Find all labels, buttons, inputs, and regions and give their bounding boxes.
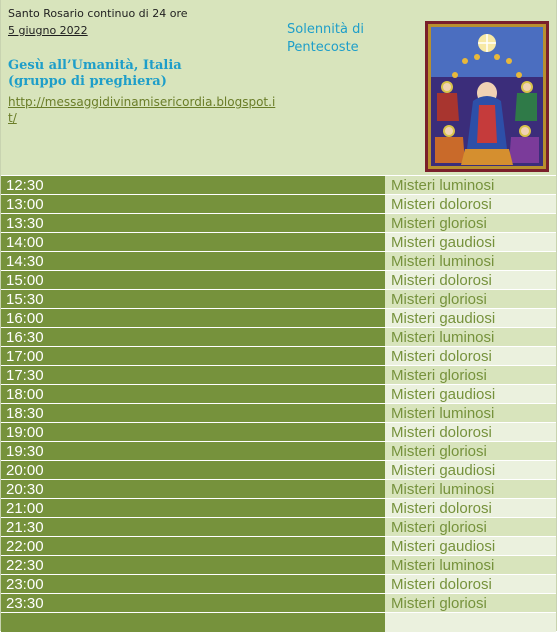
schedule-row [1,271,556,290]
header-block [1,0,556,176]
pentecost-painting-image [425,21,549,172]
schedule-row [1,556,556,575]
empty-footer-row [1,613,556,632]
schedule-row [1,252,556,271]
empty-mystery-cell [385,613,556,632]
mystery-cell: Misteri luminosi [385,556,556,575]
mystery-cell: Misteri luminosi [385,252,556,271]
time-cell: 17:00 [1,347,385,366]
time-cell: 23:30 [1,594,385,613]
mystery-cell: Misteri gaudiosi [385,309,556,328]
feast-label: Solennità di Pentecoste [287,22,364,55]
time-cell: 22:30 [1,556,385,575]
time-cell: 16:30 [1,328,385,347]
schedule-row [1,233,556,252]
time-cell: 13:00 [1,195,385,214]
schedule-row [1,423,556,442]
schedule-row [1,575,556,594]
schedule-row [1,518,556,537]
time-cell: 14:30 [1,252,385,271]
prayer-group-name [8,58,238,90]
time-cell: 19:00 [1,423,385,442]
mystery-cell: Misteri dolorosi [385,423,556,442]
time-cell: 22:00 [1,537,385,556]
schedule-row [1,461,556,480]
mystery-cell: Misteri luminosi [385,404,556,423]
mystery-cell: Misteri luminosi [385,328,556,347]
time-cell: 13:30 [1,214,385,233]
mystery-cell: Misteri gaudiosi [385,385,556,404]
mystery-cell: Misteri gloriosi [385,594,556,613]
schedule-row [1,176,556,195]
schedule-row [1,537,556,556]
prayer-group-line1: Gesù all’Umanità, Italia [8,58,182,73]
time-cell: 15:00 [1,271,385,290]
time-cell: 16:00 [1,309,385,328]
time-cell: 17:30 [1,366,385,385]
schedule-row [1,214,556,233]
schedule-row [1,290,556,309]
time-cell: 23:00 [1,575,385,594]
schedule-row [1,499,556,518]
mystery-cell: Misteri gaudiosi [385,233,556,252]
schedule-table [1,176,556,632]
time-cell: 21:30 [1,518,385,537]
schedule-row [1,385,556,404]
schedule-row [1,404,556,423]
schedule-row [1,195,556,214]
time-cell: 20:30 [1,480,385,499]
mystery-cell: Misteri gloriosi [385,290,556,309]
mystery-cell: Misteri dolorosi [385,347,556,366]
schedule-row [1,347,556,366]
mystery-cell: Misteri dolorosi [385,271,556,290]
schedule-row [1,442,556,461]
mystery-cell: Misteri gaudiosi [385,537,556,556]
schedule-row [1,366,556,385]
time-cell: 19:30 [1,442,385,461]
mystery-cell: Misteri gloriosi [385,214,556,233]
schedule-date: 5 giugno 2022 [8,24,88,37]
time-cell: 18:30 [1,404,385,423]
mystery-cell: Misteri gloriosi [385,366,556,385]
mystery-cell: Misteri dolorosi [385,575,556,594]
empty-time-cell [1,613,385,632]
schedule-row [1,309,556,328]
time-cell: 15:30 [1,290,385,309]
time-cell: 18:00 [1,385,385,404]
time-cell: 21:00 [1,499,385,518]
mystery-cell: Misteri dolorosi [385,499,556,518]
mystery-cell: Misteri gloriosi [385,518,556,537]
schedule-row [1,328,556,347]
time-cell: 12:30 [1,176,385,195]
blog-link[interactable]: http://messaggidivinamisericordia.blogspot.it/ [8,95,276,125]
time-cell: 14:00 [1,233,385,252]
prayer-group-line2: (gruppo di preghiera) [8,74,167,89]
mystery-cell: Misteri luminosi [385,176,556,195]
mystery-cell: Misteri dolorosi [385,195,556,214]
schedule-title: Santo Rosario continuo di 24 ore [8,7,188,20]
mystery-cell: Misteri gaudiosi [385,461,556,480]
mystery-cell: Misteri luminosi [385,480,556,499]
time-cell: 20:00 [1,461,385,480]
schedule-row [1,480,556,499]
schedule-row [1,594,556,613]
mystery-cell: Misteri gloriosi [385,442,556,461]
